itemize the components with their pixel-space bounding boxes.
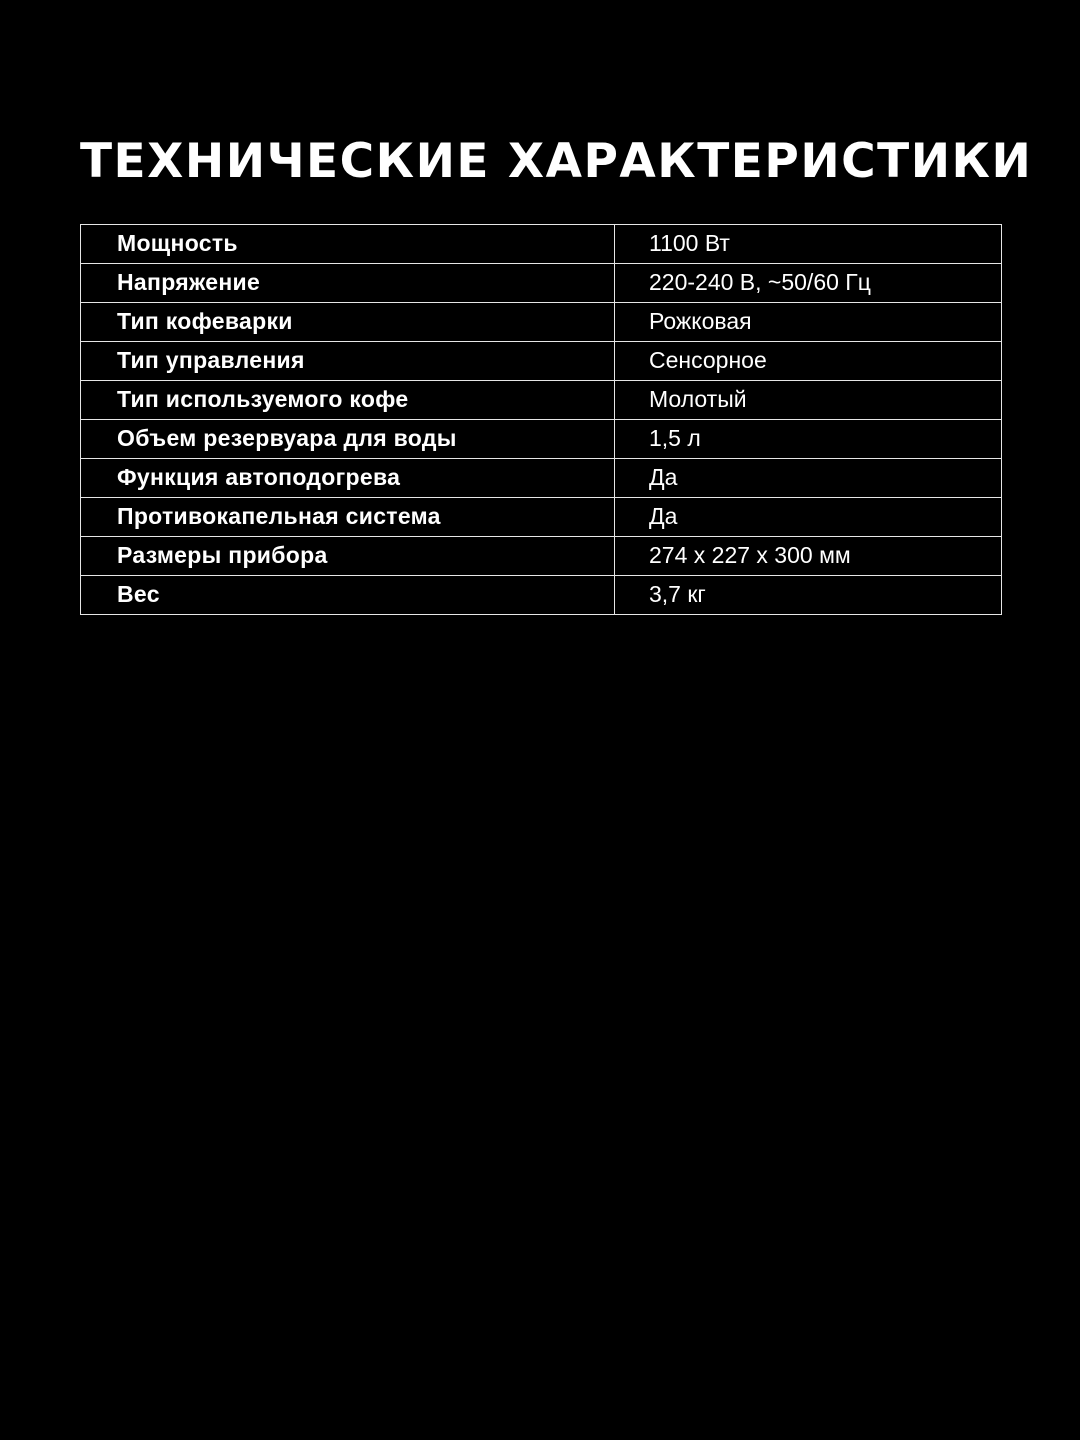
spec-label: Функция автоподогрева: [81, 459, 615, 498]
spec-value: 274 x 227 x 300 мм: [615, 537, 1002, 576]
spec-row-control-type: [81, 342, 1002, 381]
spec-label: Напряжение: [81, 264, 615, 303]
specs-table: [80, 224, 1002, 615]
spec-row-coffee-type: [81, 381, 1002, 420]
spec-row-anti-drip: [81, 498, 1002, 537]
spec-row-auto-warm: [81, 459, 1002, 498]
spec-label: Противокапельная система: [81, 498, 615, 537]
spec-value: Сенсорное: [615, 342, 1002, 381]
spec-row-dimensions: [81, 537, 1002, 576]
spec-row-machine-type: [81, 303, 1002, 342]
spec-value: 1100 Вт: [615, 225, 1002, 264]
spec-label: Тип управления: [81, 342, 615, 381]
spec-label: Вес: [81, 576, 615, 615]
spec-row-voltage: [81, 264, 1002, 303]
spec-value: 1,5 л: [615, 420, 1002, 459]
spec-value: Да: [615, 498, 1002, 537]
spec-value: Да: [615, 459, 1002, 498]
spec-value: Рожковая: [615, 303, 1002, 342]
spec-label: Объем резервуара для воды: [81, 420, 615, 459]
spec-label: Мощность: [81, 225, 615, 264]
spec-value: Молотый: [615, 381, 1002, 420]
spec-label: Тип используемого кофе: [81, 381, 615, 420]
spec-value: 3,7 кг: [615, 576, 1002, 615]
spec-label: Размеры прибора: [81, 537, 615, 576]
spec-label: Тип кофеварки: [81, 303, 615, 342]
page-title: ТЕХНИЧЕСКИЕ ХАРАКТЕРИСТИКИ: [80, 134, 1033, 189]
spec-value: 220-240 В, ~50/60 Гц: [615, 264, 1002, 303]
spec-row-power: [81, 225, 1002, 264]
spec-row-water-tank: [81, 420, 1002, 459]
spec-row-weight: [81, 576, 1002, 615]
